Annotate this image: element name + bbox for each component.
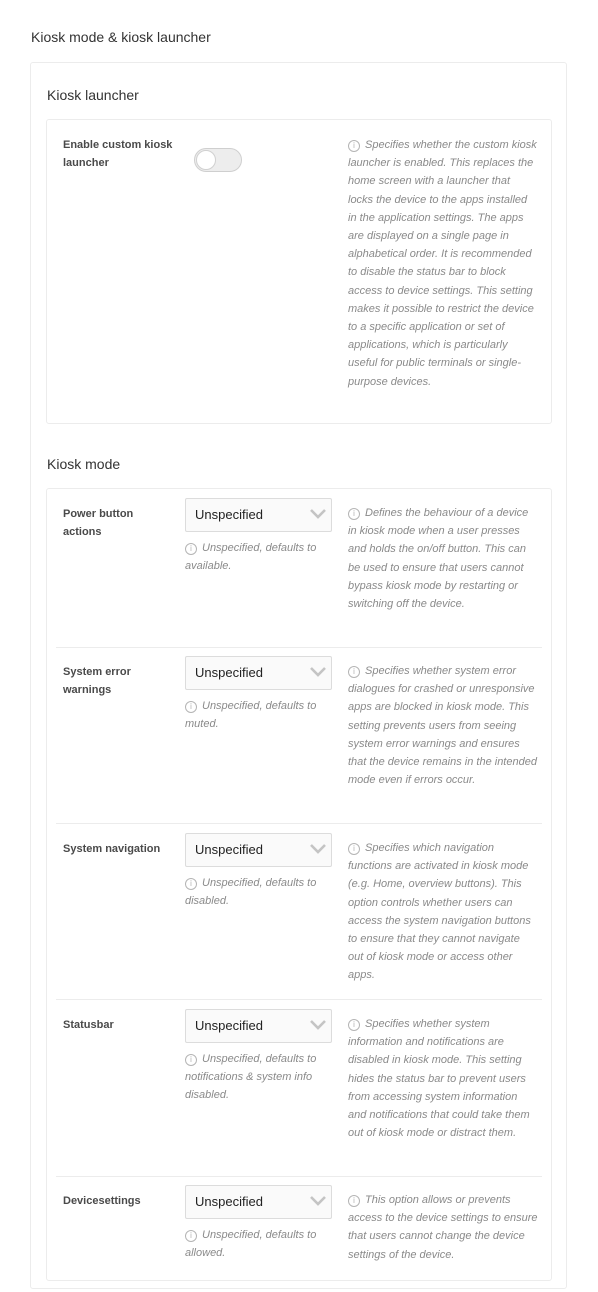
setting-description-text: Specifies whether system error dialogues for crashed or unresponsive apps are blocked in kiosk mode. This setting prevents users from seeing system error warnings and ensures that the device remains in the intended mode even if errors occur. [348,665,537,787]
setting-row-system-error-warnings [56,656,542,824]
setting-label: Power button actions [63,508,134,538]
setting-description-text: This option allows or prevents access to the device settings to ensure that users cannot change the device settings of the device. [348,1194,538,1261]
setting-hint [185,697,335,733]
info-circle-icon: i [348,1019,360,1031]
toggle-knob [196,150,216,170]
setting-description-text: Defines the behaviour of a device in kiosk mode when a user presses and holds the on/off button. This can be used to ensure that users cannot bypass kiosk mode by restarting or switching off the device. [348,507,529,611]
chevron-down-icon [310,1019,326,1031]
setting-row-devicesettings [56,1185,542,1275]
setting-description [348,504,538,613]
setting-hint-text: Unspecified, defaults to available. [185,542,317,573]
setting-hint [185,539,335,575]
info-circle-icon: i [348,1195,360,1207]
setting-description [348,1015,538,1142]
info-circle-icon: i [348,508,360,520]
kiosk-mode-section-title: Kiosk mode [47,456,121,472]
setting-description [348,1191,538,1264]
setting-label: System error warnings [63,666,131,696]
devicesettings-select[interactable] [185,1185,332,1219]
setting-description [348,662,538,789]
setting-hint [185,1050,335,1105]
setting-description [348,136,538,391]
setting-label: Devicesettings [63,1195,141,1207]
setting-description [348,839,538,985]
setting-hint-text: Unspecified, defaults to disabled. [185,877,317,908]
chevron-down-icon [310,666,326,678]
info-circle-icon: i [348,843,360,855]
kiosk-launcher-section-title: Kiosk launcher [47,87,139,103]
info-circle-icon: i [185,1054,197,1066]
setting-hint-text: Unspecified, defaults to notifications & system info disabled. [185,1053,317,1102]
setting-row-enable-kiosk-launcher [56,136,542,416]
setting-description-text: Specifies whether system information and notifications are disabled in kiosk mode. This setting hides the status bar to prevent users from accessing system information and notifications that could take them out of kiosk mode or distract them. [348,1018,530,1140]
system-error-warnings-select[interactable] [185,656,332,690]
setting-hint-text: Unspecified, defaults to allowed. [185,1229,317,1260]
statusbar-select[interactable] [185,1009,332,1043]
select-value: Unspecified [195,507,263,522]
select-value: Unspecified [195,1018,263,1033]
info-circle-icon: i [348,666,360,678]
setting-description-text: Specifies which navigation functions are activated in kiosk mode (e.g. Home, overview buttons). This option controls whether users can access the system navigation buttons to ensure that they cannot navigate out of kiosk mode or access other apps. [348,842,531,982]
setting-row-system-navigation [56,833,542,1000]
page-title: Kiosk mode & kiosk launcher [31,29,211,45]
info-circle-icon: i [348,140,360,152]
setting-label: Statusbar [63,1019,114,1031]
setting-hint-text: Unspecified, defaults to muted. [185,700,317,731]
system-navigation-select[interactable] [185,833,332,867]
enable-kiosk-launcher-toggle[interactable] [194,148,242,172]
chevron-down-icon [310,508,326,520]
setting-hint [185,874,335,910]
setting-label: Enable custom kiosk launcher [63,139,173,169]
kiosk-mode-card [46,488,552,1281]
setting-hint [185,1226,335,1262]
select-value: Unspecified [195,842,263,857]
setting-description-text: Specifies whether the custom kiosk launcher is enabled. This replaces the home screen with a launcher that locks the device to the apps installed in the application settings. The apps are displayed on a single page in alphabetical order. It is recommended to disable the status bar to block access to device settings. This setting makes it possible to restrict the device to a specific application or set of applications, which is particularly useful for public terminals or single-purpose devices. [348,139,537,388]
info-circle-icon: i [185,878,197,890]
power-button-actions-select[interactable] [185,498,332,532]
info-circle-icon: i [185,1230,197,1242]
select-value: Unspecified [195,665,263,680]
setting-row-statusbar [56,1009,542,1177]
setting-row-power-button-actions [56,498,542,648]
info-circle-icon: i [185,543,197,555]
setting-label: System navigation [63,843,161,855]
select-value: Unspecified [195,1194,263,1209]
chevron-down-icon [310,843,326,855]
info-circle-icon: i [185,701,197,713]
chevron-down-icon [310,1195,326,1207]
kiosk-launcher-card [46,119,552,424]
